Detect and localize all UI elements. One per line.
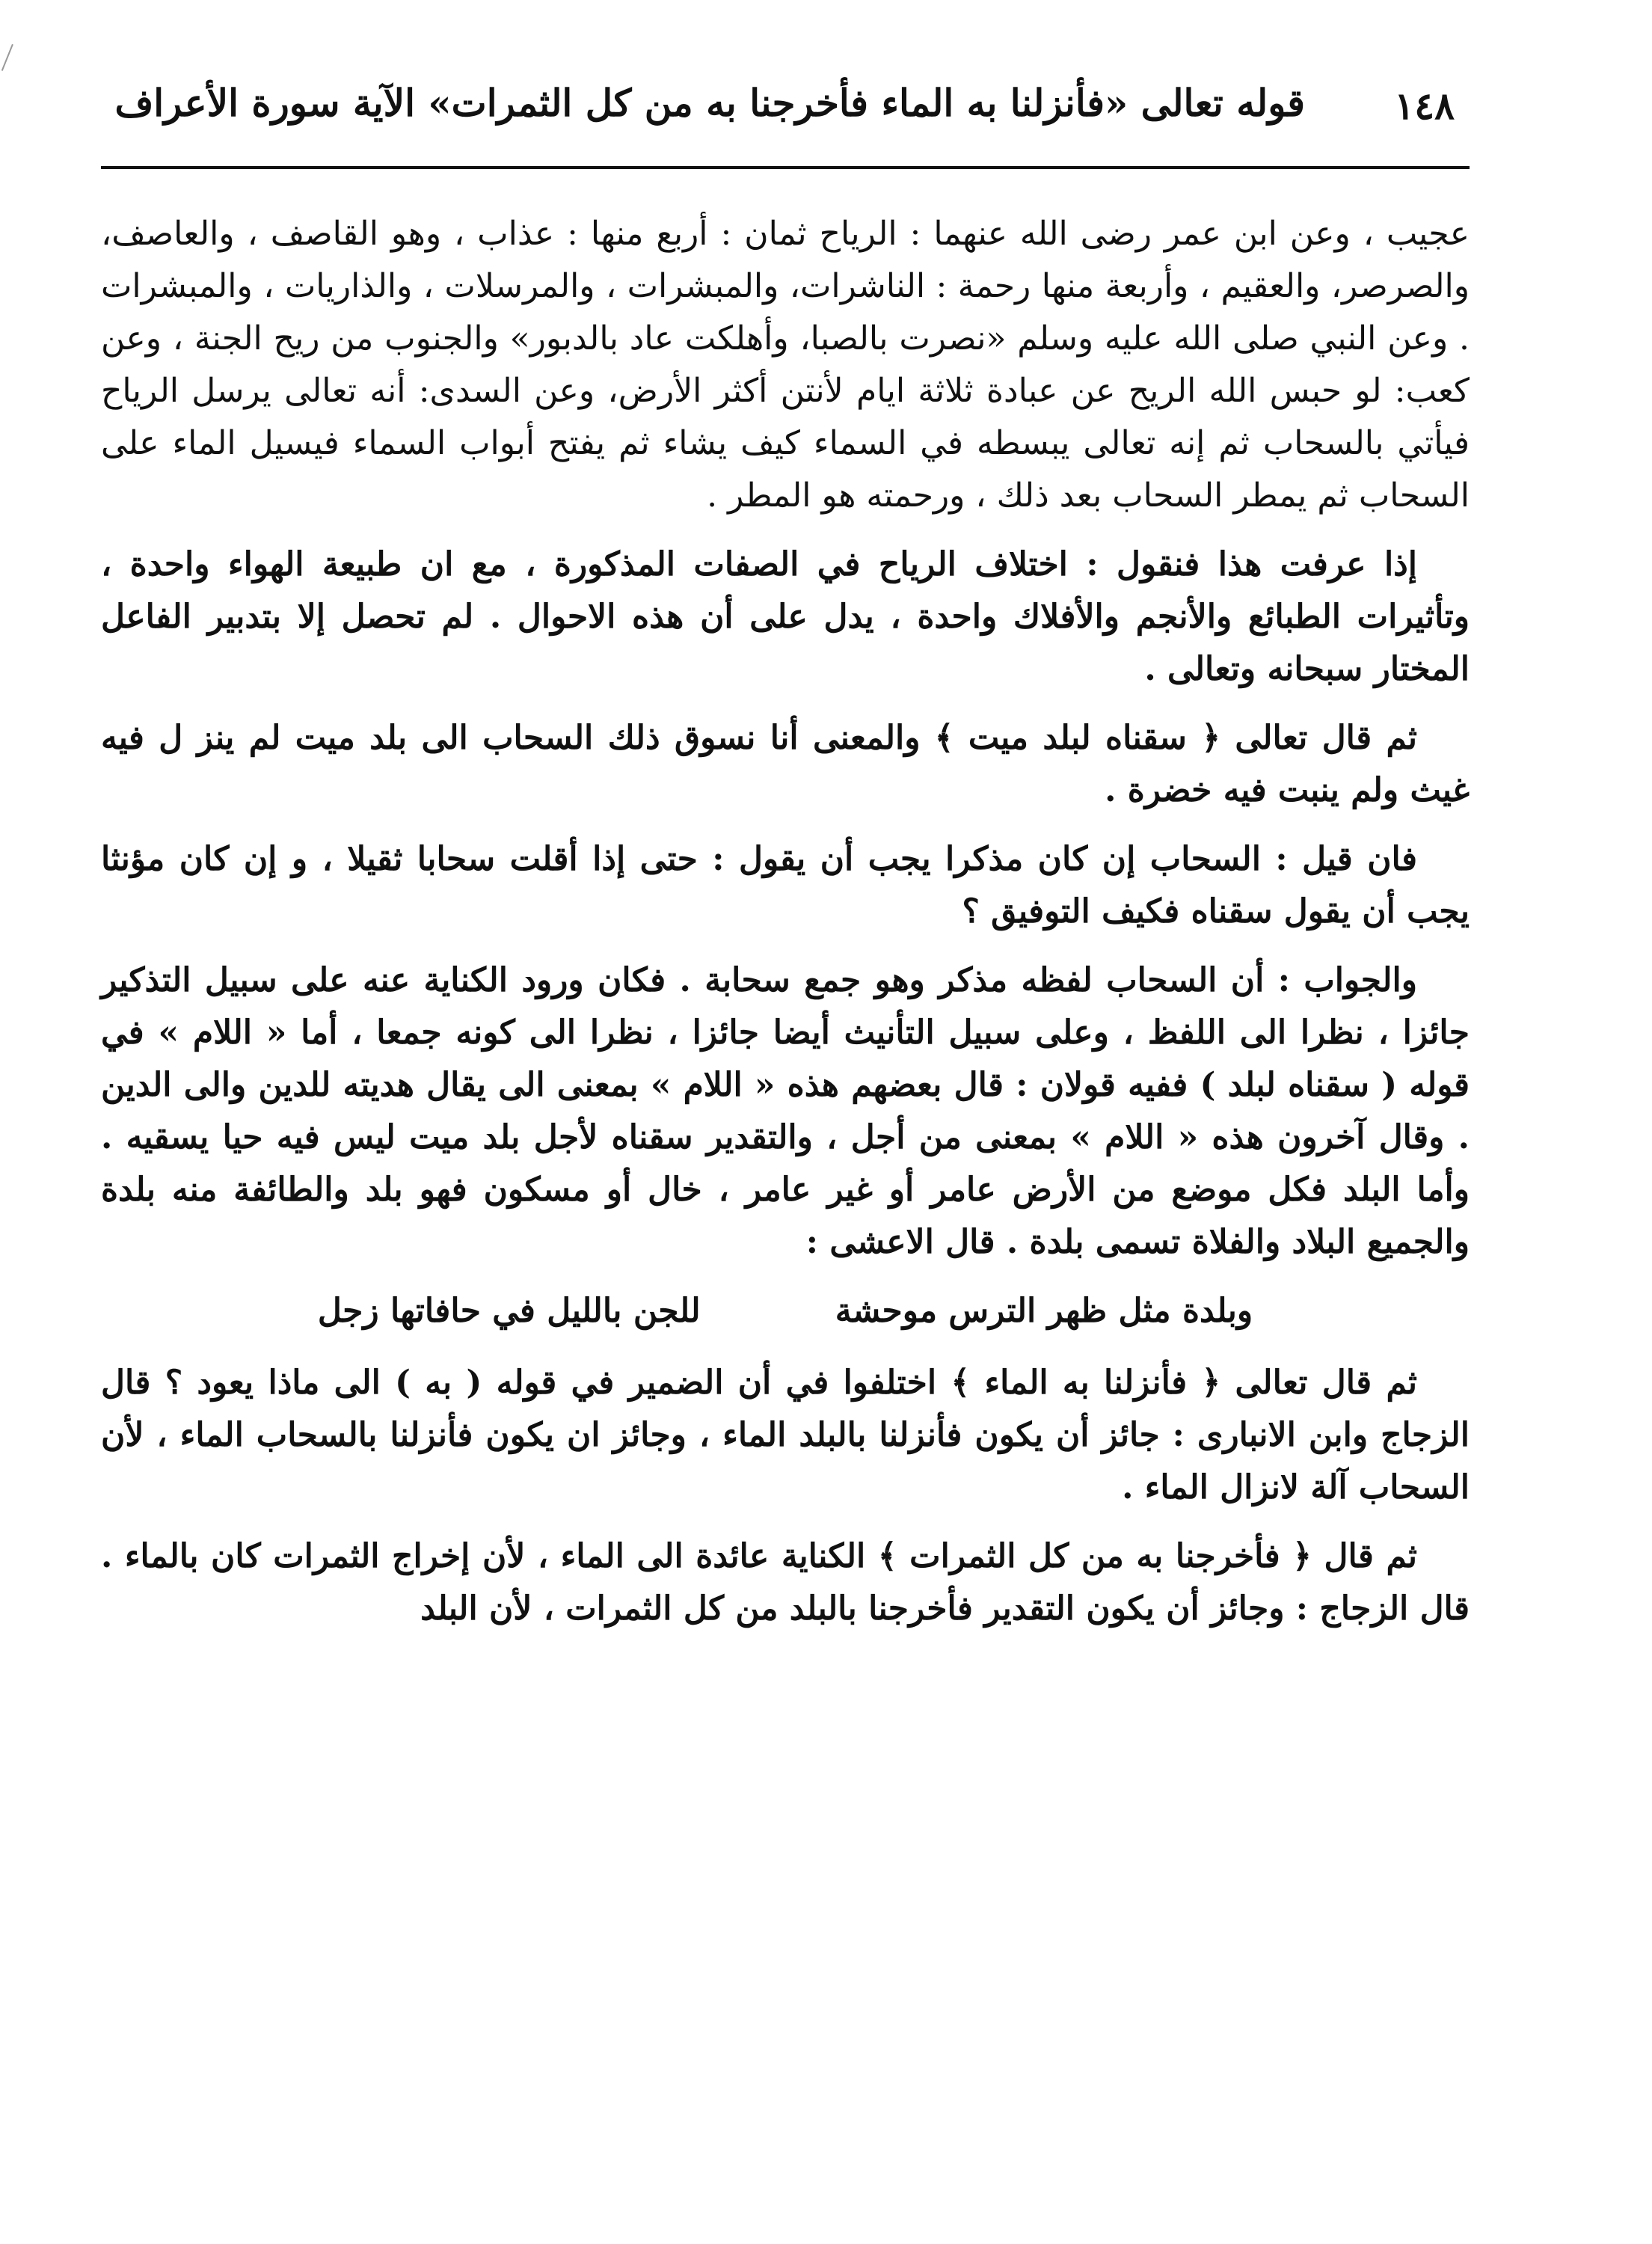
verse-first-hemistich: وبلدة مثل ظهر الترس موحشة	[835, 1292, 1253, 1330]
page-body	[101, 208, 1470, 1652]
paragraph-dead-land: ثم قال تعالى ﴿ سقناه لبلد ميت ﴾ والمعنى أنا نسوق ذلك السحاب الى بلد ميت لم ينز ل فيه غيث ولم ينبت فيه خضرة .	[101, 719, 1470, 809]
scan-mark	[1, 44, 28, 77]
paragraph-fruits: ثم قال ﴿ فأخرجنا به من كل الثمرات ﴾ الكناية عائدة الى الماء ، لأن إخراج الثمرات كان بالماء . قال الزجاج : وجائز أن يكون التقدير فأخرجنا بالبلد من كل الثمرات ، لأن البلد	[101, 1537, 1470, 1628]
page-header	[101, 81, 1470, 141]
header-divider	[101, 166, 1470, 169]
paragraph-question: فان قيل : السحاب إن كان مذكرا يجب أن يقول : حتى إذا أقلت سحابا ثقيلا ، و إن كان مؤنثا يجب أن يقول سقناه فكيف التوفيق ؟	[101, 840, 1470, 931]
verse-second-hemistich: للجن بالليل في حافاتها زجل	[317, 1292, 701, 1330]
running-title: قوله تعالى «فأنزلنا به الماء فأخرجنا به من كل الثمرات» الآية سورة الأعراف	[114, 81, 1305, 125]
paragraph-winds-conclusion: إذا عرفت هذا فنقول : اختلاف الرياح في الصفات المذكورة ، مع ان طبيعة الهواء واحدة ، وتأثيرات الطبائع والأنجم والأفلاك واحدة ، يدل على أن هذه الاحوال . لم تحصل إلا بتدبير الفاعل المختار سبحانه وتعالى .	[101, 545, 1470, 688]
paragraph-sent-water: ثم قال تعالى ﴿ فأنزلنا به الماء ﴾ اختلفوا في أن الضمير في قوله ( به ) الى ماذا يعود ؟ قال الزجاج وابن الانبارى : جائز أن يكون فأنزلنا بالبلد الماء ، وجائز ان يكون فأنزلنا بالسحاب الماء ، لأن السحاب آلة لانزال الماء .	[101, 1364, 1470, 1506]
paragraph-answer: والجواب : أن السحاب لفظه مذكر وهو جمع سحابة . فكان ورود الكناية عنه على سبيل التذكير جائزا ، نظرا الى اللفظ ، وعلى سبيل التأنيث أيضا جائزا ، نظرا الى كونه جمعا ، أما « اللام » في قوله ( سقناه لبلد ) ففيه قولان : قال بعضهم هذه « اللام » بمعنى الى يقال هديته للدين والى الدين . وقال آخرون هذه « اللام » بمعنى من أجل ، والتقدير سقناه لأجل بلد ميت ليس فيه حيا يسقيه . وأما البلد فكل موضع من الأرض عامر أو غير عامر ، خال أو مسكون فهو بلد والطائفة منه بلدة والجميع البلاد والفلاة تسمى بلدة . قال الاعشى :	[101, 961, 1470, 1261]
page-number: ١٤٨	[1394, 84, 1455, 128]
paragraph-winds: عجيب ، وعن ابن عمر رضى الله عنهما : الرياح ثمان : أربع منها : عذاب ، وهو القاصف ، والعاصف، والصرصر، والعقيم ، وأربعة منها رحمة : الناشرات، والمبشرات ، والمرسلات ، والذاريات ، والمبشرات . وعن النبي صلى الله عليه وسلم «نصرت بالصبا، وأهلكت عاد بالدبور» والجنوب من ريح الجنة ، وعن كعب: لو حبس الله الريح عن عبادة ثلاثة ايام لأنتن أكثر الأرض، وعن السدى: أنه تعالى يرسل الرياح فيأتي بالسحاب ثم إنه تعالى يبسطه في السماء كيف يشاء ثم يفتح أبواب السماء فيسيل الماء على السحاب ثم يمطر السحاب بعد ذلك ، ورحمته هو المطر .	[101, 215, 1470, 515]
poetry-verse	[101, 1285, 1470, 1337]
